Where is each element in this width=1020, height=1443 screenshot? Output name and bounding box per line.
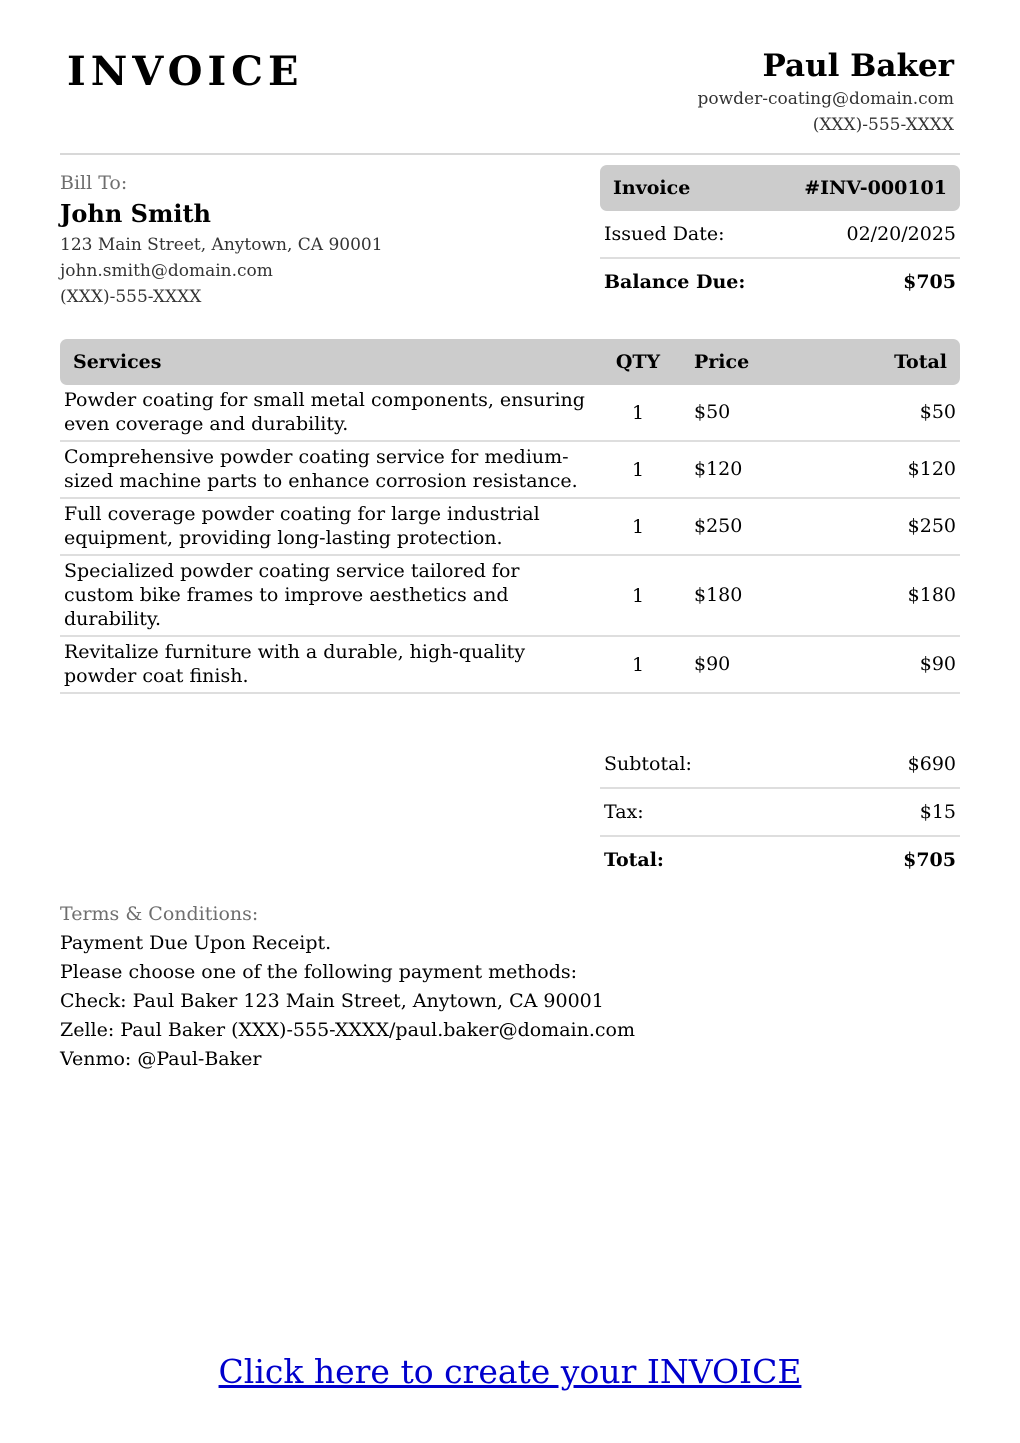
- service-description: Powder coating for small metal components, ensuring even coverage and durability.: [60, 385, 598, 441]
- service-qty: 1: [598, 555, 678, 636]
- column-header-total: Total: [808, 339, 960, 385]
- service-description: Comprehensive powder coating service for medium-sized machine parts to enhance corrosion resistance.: [60, 441, 598, 498]
- service-qty: 1: [598, 498, 678, 555]
- table-row: [60, 555, 960, 636]
- service-price: $250: [678, 498, 808, 555]
- create-invoice-link[interactable]: Click here to create your INVOICE: [218, 1352, 802, 1391]
- service-description: Revitalize furniture with a durable, high-quality powder coat finish.: [60, 636, 598, 693]
- service-price: $180: [678, 555, 808, 636]
- column-header-services: Services: [60, 339, 598, 385]
- header-divider: [60, 153, 960, 155]
- service-total: $180: [808, 555, 960, 636]
- service-qty: 1: [598, 385, 678, 441]
- table-header-row: [60, 339, 960, 385]
- issued-date-row: [600, 211, 960, 259]
- column-header-qty: QTY: [598, 339, 678, 385]
- terms-line: Check: Paul Baker 123 Main Street, Anytown, CA 90001: [60, 990, 604, 1012]
- bill-to-label: Bill To:: [60, 172, 128, 194]
- seller-name: Paul Baker: [762, 48, 954, 84]
- issued-date-label: Issued Date:: [604, 223, 725, 245]
- service-total: $50: [808, 385, 960, 441]
- invoice-meta: [600, 165, 960, 305]
- table-row: [60, 441, 960, 498]
- bill-to-section: [60, 170, 383, 310]
- totals-section: [600, 741, 960, 883]
- column-header-price: Price: [678, 339, 808, 385]
- tax-label: Tax:: [604, 801, 644, 823]
- table-row: [60, 498, 960, 555]
- service-total: $120: [808, 441, 960, 498]
- subtotal-row: [600, 741, 960, 789]
- balance-due-label: Balance Due:: [604, 271, 746, 293]
- balance-due-row: [600, 259, 960, 305]
- service-qty: 1: [598, 441, 678, 498]
- terms-section: [60, 900, 635, 1074]
- total-row: [600, 837, 960, 883]
- table-row: [60, 636, 960, 693]
- invoice-number: #INV-000101: [804, 177, 947, 199]
- terms-line: Zelle: Paul Baker (XXX)-555-XXXX/paul.baker@domain.com: [60, 1019, 635, 1041]
- service-price: $90: [678, 636, 808, 693]
- client-name: John Smith: [60, 199, 211, 228]
- terms-line: Payment Due Upon Receipt.: [60, 932, 332, 954]
- seller-phone: (XXX)-555-XXXX: [812, 115, 954, 135]
- services-table: [60, 339, 960, 694]
- service-price: $50: [678, 385, 808, 441]
- create-invoice-cta: [0, 1352, 1020, 1391]
- table-row: [60, 385, 960, 441]
- subtotal-label: Subtotal:: [604, 753, 692, 775]
- service-price: $120: [678, 441, 808, 498]
- client-email: john.smith@domain.com: [60, 261, 273, 281]
- service-description: Specialized powder coating service tailored for custom bike frames to improve aesthetics and durability.: [60, 555, 598, 636]
- invoice-label: Invoice: [613, 177, 691, 199]
- client-address: 123 Main Street, Anytown, CA 90001: [60, 235, 383, 255]
- service-total: $250: [808, 498, 960, 555]
- invoice-title: INVOICE: [67, 48, 304, 95]
- seller-info: [697, 46, 954, 138]
- subtotal-value: $690: [907, 753, 956, 775]
- issued-date-value: 02/20/2025: [846, 223, 956, 245]
- service-qty: 1: [598, 636, 678, 693]
- seller-email: powder-coating@domain.com: [697, 89, 954, 109]
- terms-line: Please choose one of the following payment methods:: [60, 961, 578, 983]
- total-label: Total:: [604, 849, 664, 871]
- service-description: Full coverage powder coating for large industrial equipment, providing long-lasting protection.: [60, 498, 598, 555]
- service-total: $90: [808, 636, 960, 693]
- terms-line: Venmo: @Paul-Baker: [60, 1048, 262, 1070]
- client-phone: (XXX)-555-XXXX: [60, 287, 202, 307]
- tax-row: [600, 789, 960, 837]
- invoice-number-header: [600, 165, 960, 211]
- terms-label: Terms & Conditions:: [60, 903, 259, 925]
- total-value: $705: [903, 849, 956, 871]
- balance-due-value: $705: [903, 271, 956, 293]
- tax-value: $15: [919, 801, 956, 823]
